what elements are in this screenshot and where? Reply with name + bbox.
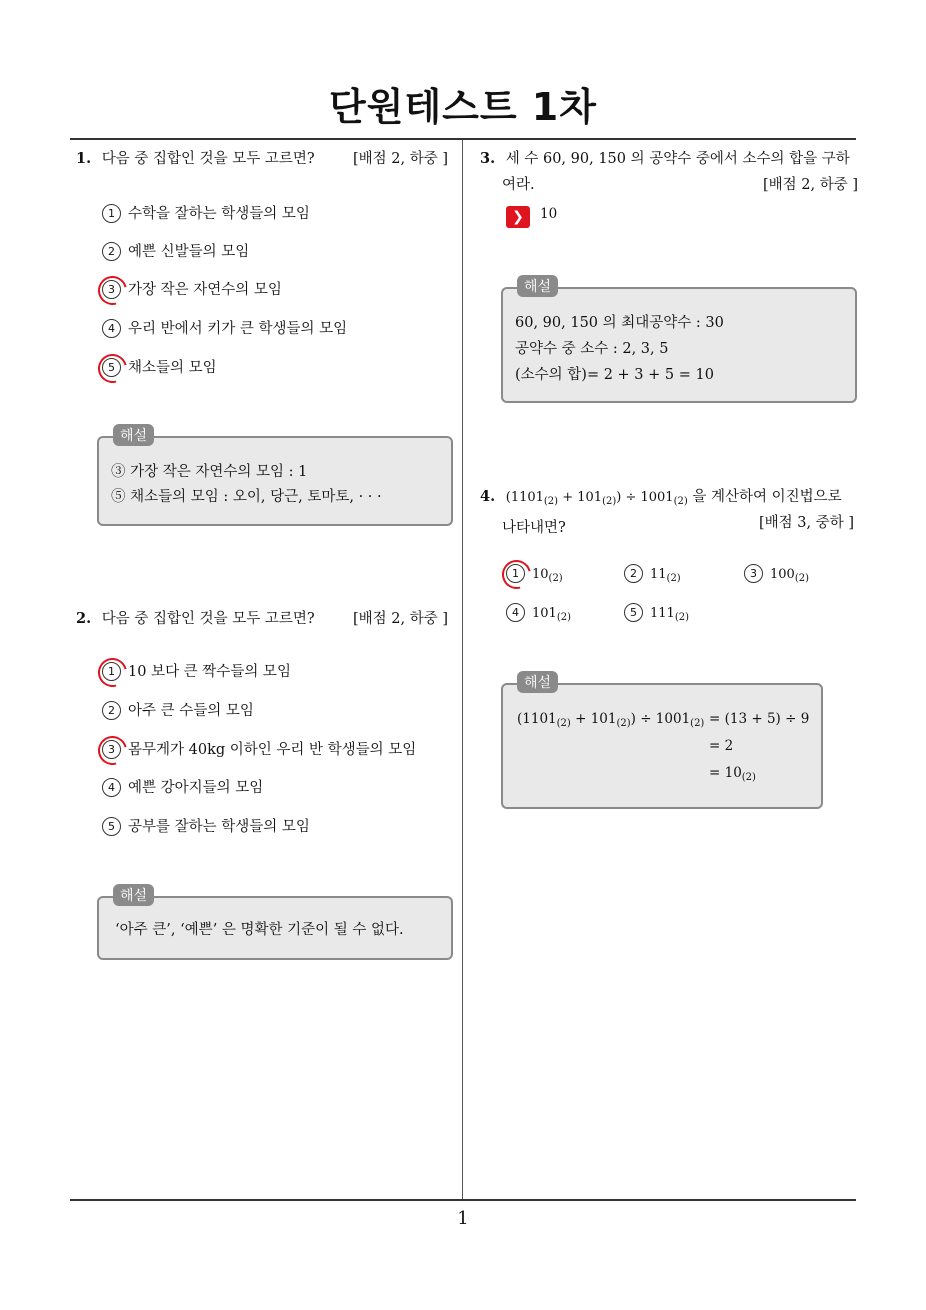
question-number: 2. <box>76 610 92 627</box>
q1-option-1[interactable]: 1 수학을 잘하는 학생들의 모임 <box>102 202 310 223</box>
question-3 <box>480 146 858 198</box>
question-text-cont: 나타내면? <box>502 520 566 536</box>
explanation-line: ③ 가장 작은 자연수의 모임 : 1 <box>111 464 308 480</box>
selected-mark: 3 <box>102 280 121 299</box>
option-mark: 5 <box>624 603 643 622</box>
page-number: 1 <box>457 1208 469 1229</box>
q4-option-4[interactable]: 4 $101_{(2)}$ <box>506 603 571 623</box>
q1-option-4[interactable]: 4 우리 반에서 키가 큰 학생들의 모임 <box>102 317 347 338</box>
explanation-line: (소수의 합)= 2 + 3 + 5 = 10 <box>515 367 714 383</box>
question-meta: [배점 3, 중하 ] <box>758 515 854 531</box>
explanation-tag: 해설 <box>113 884 154 906</box>
q1-option-5[interactable]: 5 채소들의 모임 <box>102 356 217 377</box>
q2-option-5[interactable]: 5 공부를 잘하는 학생들의 모임 <box>102 815 310 836</box>
q2-option-2[interactable]: 2 아주 큰 수들의 모임 <box>102 699 254 720</box>
q4-option-5[interactable]: 5 $111_{(2)}$ <box>624 603 689 623</box>
q1-option-3[interactable]: 3 가장 작은 자연수의 모임 <box>102 278 282 299</box>
question-meta: [배점 2, 하중 ] <box>762 177 858 193</box>
column-divider <box>462 140 463 1200</box>
question-meta: [배점 2, 하중 ] <box>352 611 448 627</box>
question-text: 세 수 60, 90, 150 의 공약수 중에서 소수의 합을 구하 <box>505 151 850 167</box>
option-mark: 4 <box>102 778 121 797</box>
question-2 <box>76 606 448 632</box>
question-number: 4. <box>480 488 496 505</box>
q2-explanation-box <box>97 888 453 960</box>
question-meta: [배점 2, 하중 ] <box>352 151 448 167</box>
explanation-step: = $10_{(2)}$ <box>709 765 756 783</box>
q1-explanation-box <box>97 428 453 526</box>
option-mark: 2 <box>102 701 121 720</box>
option-mark: 2 <box>624 564 643 583</box>
answer-arrow-icon: ❯ <box>506 206 530 228</box>
page-title: 단원테스트 1차 <box>329 85 597 129</box>
q3-answer: 10 <box>540 206 558 222</box>
question-expression: $(1101_{(2)} + 101_{(2)}) \div 1001_{(2)}$ <box>505 490 688 507</box>
q2-option-3[interactable]: 3 몸무게가 40kg 이하인 우리 반 학생들의 모임 <box>102 738 416 759</box>
question-1 <box>76 146 448 172</box>
explanation-lhs: $(1101_{(2)} + 101_{(2)}) \div 1001_{(2)}$ <box>517 711 705 729</box>
explanation-line: 60, 90, 150 의 최대공약수 : 30 <box>515 315 724 331</box>
explanation-line: ⑤ 채소들의 모임 : 오이, 당근, 토마토, · · · <box>111 489 382 505</box>
question-4 <box>480 484 858 541</box>
selected-mark: 1 <box>506 564 525 583</box>
option-mark: 2 <box>102 242 121 261</box>
q4-option-1[interactable]: 1 $10_{(2)}$ <box>506 564 563 584</box>
q1-option-2[interactable]: 2 예쁜 신발들의 모임 <box>102 240 249 261</box>
explanation-step: = 2 <box>709 738 734 754</box>
option-mark: 1 <box>102 204 121 223</box>
question-text: 다음 중 집합인 것을 모두 고르면? <box>101 611 315 627</box>
explanation-tag: 해설 <box>517 275 558 297</box>
q4-option-2[interactable]: 2 $11_{(2)}$ <box>624 564 681 584</box>
explanation-tag: 해설 <box>517 671 558 693</box>
option-mark: 4 <box>102 319 121 338</box>
question-number: 1. <box>76 150 92 167</box>
question-text: 다음 중 집합인 것을 모두 고르면? <box>101 151 315 167</box>
q4-option-3[interactable]: 3 $100_{(2)}$ <box>744 564 809 584</box>
selected-mark: 1 <box>102 662 121 681</box>
q2-option-1[interactable]: 1 10 보다 큰 짝수들의 모임 <box>102 660 291 681</box>
q4-explanation-box <box>501 675 823 809</box>
option-mark: 4 <box>506 603 525 622</box>
q3-explanation-box <box>501 279 857 403</box>
q2-option-4[interactable]: 4 예쁜 강아지들의 모임 <box>102 776 263 797</box>
selected-mark: 5 <box>102 358 121 377</box>
question-number: 3. <box>480 150 496 167</box>
question-text: 을 계산하여 이진법으로 <box>687 489 842 505</box>
explanation-tag: 해설 <box>113 424 154 446</box>
explanation-step: = (13 + 5) ÷ 9 <box>709 711 810 727</box>
selected-mark: 3 <box>102 740 121 759</box>
option-mark: 5 <box>102 817 121 836</box>
explanation-line: ‘아주 큰’, ‘예쁜’ 은 명확한 기준이 될 수 없다. <box>115 922 404 938</box>
question-text-cont: 여라. <box>502 177 535 193</box>
top-rule <box>70 138 856 140</box>
bottom-rule <box>70 1199 856 1201</box>
option-mark: 3 <box>744 564 763 583</box>
explanation-line: 공약수 중 소수 : 2, 3, 5 <box>515 341 669 357</box>
